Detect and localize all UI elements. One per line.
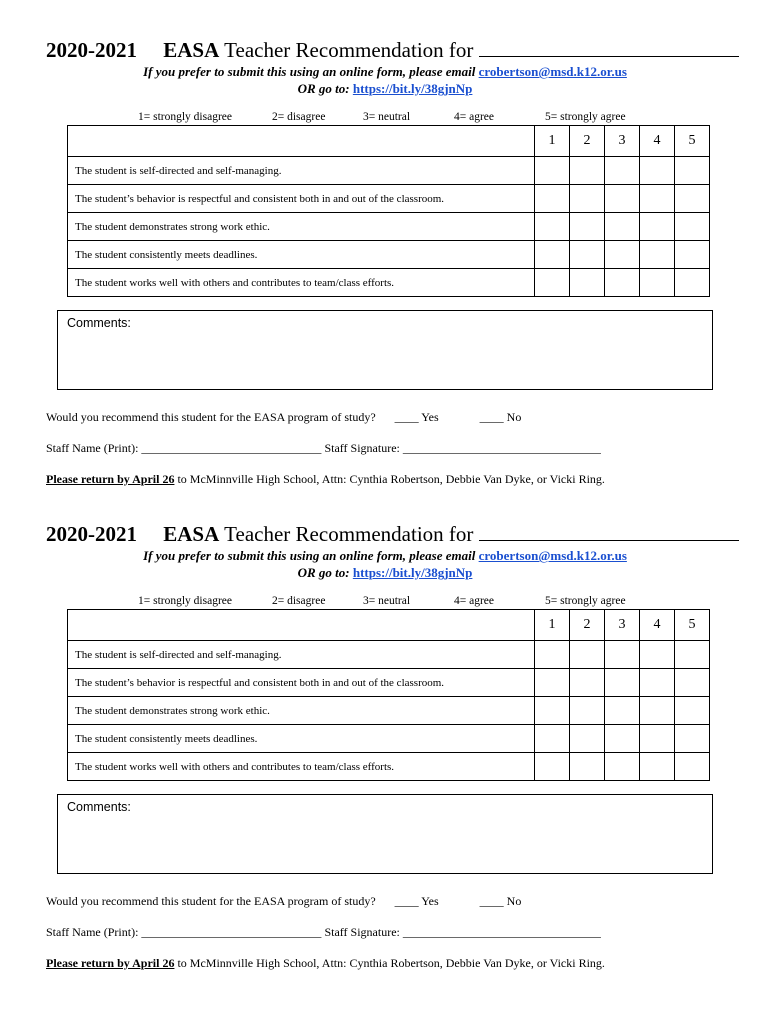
rating-cell[interactable] xyxy=(570,725,605,753)
staff-name-field[interactable]: Staff Name (Print): ______________________________ xyxy=(46,441,322,455)
recommend-question-line: Would you recommend this student for the EASA program of study? ____ Yes ____ No xyxy=(46,894,522,908)
scale-2: 2= disagree xyxy=(272,595,326,607)
rating-cell[interactable] xyxy=(675,213,710,241)
rating-header: 1 xyxy=(535,610,570,641)
rating-cell[interactable] xyxy=(605,641,640,669)
rating-cell[interactable] xyxy=(640,753,675,781)
scale-2: 2= disagree xyxy=(272,111,326,123)
rating-cell[interactable] xyxy=(640,185,675,213)
rating-cell[interactable] xyxy=(535,241,570,269)
rating-cell[interactable] xyxy=(535,269,570,297)
table-row xyxy=(68,697,710,725)
form-title xyxy=(46,522,739,547)
rating-cell[interactable] xyxy=(535,157,570,185)
rating-cell[interactable] xyxy=(640,157,675,185)
title-org: EASA xyxy=(163,522,220,546)
table-row xyxy=(68,241,710,269)
scale-5: 5= strongly agree xyxy=(545,111,626,123)
url-link[interactable]: https://bit.ly/38gjnNp xyxy=(352,81,473,96)
rating-cell[interactable] xyxy=(570,269,605,297)
yes-option[interactable]: ____ Yes xyxy=(394,894,439,908)
rating-cell[interactable] xyxy=(570,641,605,669)
student-name-field[interactable] xyxy=(479,40,739,57)
title-org: EASA xyxy=(163,38,220,62)
rating-cell[interactable] xyxy=(640,669,675,697)
rating-cell[interactable] xyxy=(535,753,570,781)
table-row xyxy=(68,213,710,241)
rating-cell[interactable] xyxy=(570,157,605,185)
rating-cell[interactable] xyxy=(570,669,605,697)
url-link[interactable]: https://bit.ly/38gjnNp xyxy=(352,565,473,580)
rating-cell[interactable] xyxy=(570,697,605,725)
rating-header: 2 xyxy=(570,610,605,641)
rating-cell[interactable] xyxy=(640,269,675,297)
rating-cell[interactable] xyxy=(605,241,640,269)
rating-cell[interactable] xyxy=(535,185,570,213)
form-title xyxy=(46,38,739,63)
statement: The student’s behavior is respectful and consistent both in and out of the classroom. xyxy=(68,185,535,213)
comments-label: Comments: xyxy=(67,800,131,814)
recommendation-form-2 xyxy=(0,484,770,970)
statement: The student’s behavior is respectful and consistent both in and out of the classroom. xyxy=(68,669,535,697)
no-option[interactable]: ____ No xyxy=(479,894,522,908)
rating-cell[interactable] xyxy=(535,641,570,669)
rating-cell[interactable] xyxy=(570,185,605,213)
rating-cell[interactable] xyxy=(535,213,570,241)
recommendation-form-1 xyxy=(0,0,770,486)
rating-cell[interactable] xyxy=(640,641,675,669)
scale-4: 4= agree xyxy=(454,111,495,123)
no-option[interactable]: ____ No xyxy=(479,410,522,424)
rating-cell[interactable] xyxy=(605,697,640,725)
email-link[interactable]: crobertson@msd.k12.or.us xyxy=(478,64,627,79)
rating-cell[interactable] xyxy=(605,269,640,297)
statement: The student works well with others and contributes to team/class efforts. xyxy=(68,269,535,297)
comments-box[interactable] xyxy=(57,310,713,390)
title-rest: Teacher Recommendation for xyxy=(224,522,474,546)
return-instructions: Please return by April 26 to McMinnville High School, Attn: Cynthia Robertson, Debbie Van Dyke, or Vicki Ring. xyxy=(46,956,605,970)
staff-line xyxy=(46,441,601,456)
statement: The student demonstrates strong work ethic. xyxy=(68,697,535,725)
rating-cell[interactable] xyxy=(640,241,675,269)
table-row xyxy=(68,669,710,697)
rating-cell[interactable] xyxy=(675,753,710,781)
rating-cell[interactable] xyxy=(675,269,710,297)
rating-cell[interactable] xyxy=(675,157,710,185)
subtitle-url-line: OR go to: https://bit.ly/38gjnNp xyxy=(297,81,473,96)
rating-cell[interactable] xyxy=(675,697,710,725)
scale-5: 5= strongly agree xyxy=(545,595,626,607)
rating-header: 3 xyxy=(605,610,640,641)
rating-cell[interactable] xyxy=(605,669,640,697)
rating-header: 5 xyxy=(675,126,710,157)
subtitle-email-line: If you prefer to submit this using an online form, please email crobertson@msd.k12.or.us xyxy=(143,548,627,563)
rating-cell[interactable] xyxy=(535,725,570,753)
rating-cell[interactable] xyxy=(605,213,640,241)
title-rest: Teacher Recommendation for xyxy=(224,38,474,62)
rating-header: 4 xyxy=(640,126,675,157)
return-instructions: Please return by April 26 to McMinnville High School, Attn: Cynthia Robertson, Debbie Van Dyke, or Vicki Ring. xyxy=(46,472,605,486)
table-row xyxy=(68,725,710,753)
rating-cell[interactable] xyxy=(570,753,605,781)
subtitle-url-line: OR go to: https://bit.ly/38gjnNp xyxy=(297,565,473,580)
statement: The student is self-directed and self-managing. xyxy=(68,641,535,669)
table-row xyxy=(68,269,710,297)
table-row xyxy=(68,157,710,185)
scale-4: 4= agree xyxy=(454,595,495,607)
rating-cell[interactable] xyxy=(605,185,640,213)
rating-header: 3 xyxy=(605,126,640,157)
rating-cell[interactable] xyxy=(535,697,570,725)
statement: The student demonstrates strong work ethic. xyxy=(68,213,535,241)
yes-option[interactable]: ____ Yes xyxy=(394,410,439,424)
title-year: 2020-2021 xyxy=(46,38,137,62)
rating-header: 5 xyxy=(675,610,710,641)
rating-cell[interactable] xyxy=(640,697,675,725)
scale-1: 1= strongly disagree xyxy=(138,111,232,123)
rating-header: 1 xyxy=(535,126,570,157)
rating-cell[interactable] xyxy=(640,725,675,753)
rating-cell[interactable] xyxy=(605,725,640,753)
recommend-question-line: Would you recommend this student for the EASA program of study? ____ Yes ____ No xyxy=(46,410,522,424)
rating-table xyxy=(67,125,710,297)
rating-cell[interactable] xyxy=(570,241,605,269)
scale-3: 3= neutral xyxy=(363,595,411,607)
rating-cell[interactable] xyxy=(675,241,710,269)
rating-header: 4 xyxy=(640,610,675,641)
statement: The student is self-directed and self-managing. xyxy=(68,157,535,185)
comments-label: Comments: xyxy=(67,316,131,330)
rating-cell[interactable] xyxy=(675,669,710,697)
rating-cell[interactable] xyxy=(675,725,710,753)
statement: The student consistently meets deadlines. xyxy=(68,725,535,753)
staff-signature-field[interactable]: Staff Signature: _________________________________ xyxy=(324,925,601,939)
staff-name-field[interactable]: Staff Name (Print): ______________________________ xyxy=(46,925,322,939)
title-year: 2020-2021 xyxy=(46,522,137,546)
scale-3: 3= neutral xyxy=(363,111,411,123)
rating-header: 2 xyxy=(570,126,605,157)
student-name-field[interactable] xyxy=(479,524,739,541)
rating-cell[interactable] xyxy=(535,669,570,697)
staff-signature-field[interactable]: Staff Signature: _________________________________ xyxy=(324,441,601,455)
rating-cell[interactable] xyxy=(570,213,605,241)
rating-cell[interactable] xyxy=(675,641,710,669)
email-link[interactable]: crobertson@msd.k12.or.us xyxy=(478,548,627,563)
scale-1: 1= strongly disagree xyxy=(138,595,232,607)
rating-cell[interactable] xyxy=(605,157,640,185)
subtitle-email-line: If you prefer to submit this using an online form, please email crobertson@msd.k12.or.us xyxy=(143,64,627,79)
table-row xyxy=(68,185,710,213)
table-row xyxy=(68,753,710,781)
table-row xyxy=(68,641,710,669)
statement: The student consistently meets deadlines. xyxy=(68,241,535,269)
rating-cell[interactable] xyxy=(605,753,640,781)
statement: The student works well with others and contributes to team/class efforts. xyxy=(68,753,535,781)
comments-box[interactable] xyxy=(57,794,713,874)
rating-cell[interactable] xyxy=(675,185,710,213)
rating-cell[interactable] xyxy=(640,213,675,241)
rating-table xyxy=(67,609,710,781)
staff-line xyxy=(46,925,601,940)
